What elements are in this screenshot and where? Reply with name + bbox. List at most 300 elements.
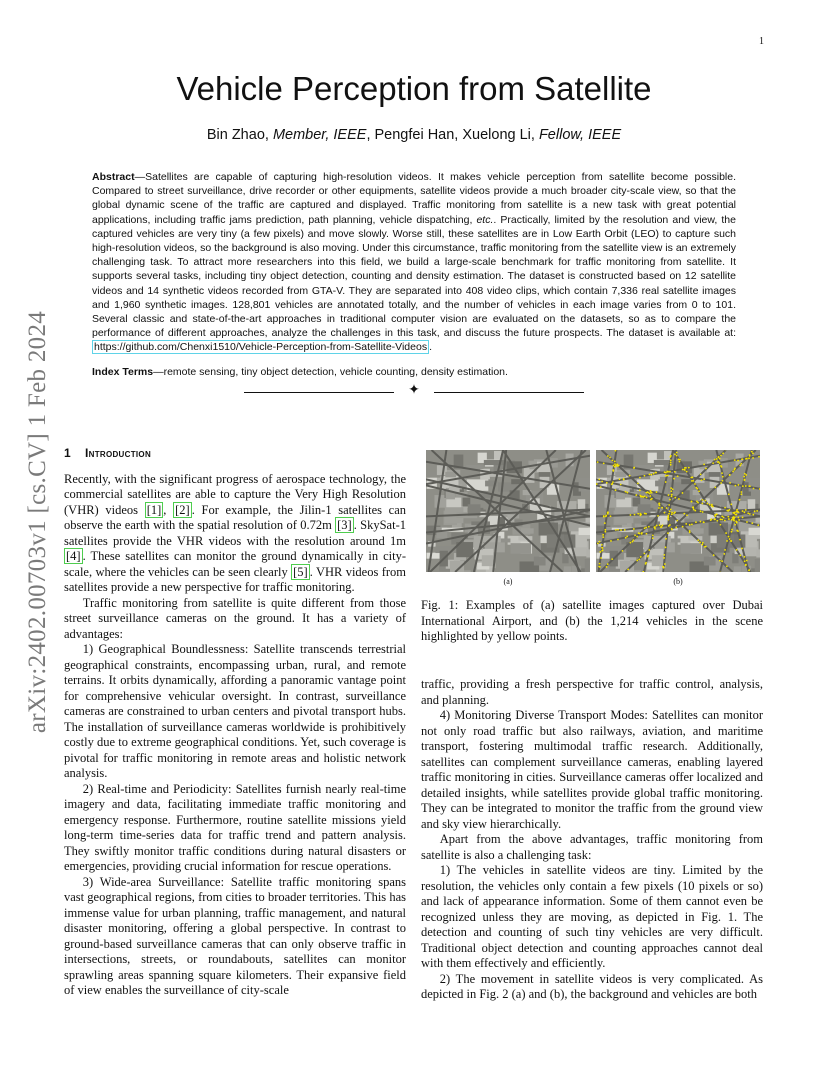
vehicle-point: [644, 553, 646, 555]
vehicle-point: [667, 515, 669, 517]
building-block: [562, 553, 568, 563]
vehicle-point: [742, 516, 744, 518]
vehicle-point: [665, 538, 667, 540]
vehicle-point: [723, 516, 725, 518]
vehicle-point: [614, 461, 616, 463]
vehicle-point: [714, 518, 716, 520]
vehicle-point: [724, 520, 726, 522]
vehicle-point: [736, 514, 738, 516]
building-block: [756, 549, 760, 557]
vehicle-point: [604, 531, 606, 533]
vehicle-point: [669, 499, 671, 501]
vehicle-point: [742, 485, 744, 487]
vehicle-point: [650, 499, 652, 501]
building-block: [586, 549, 590, 557]
vehicle-point: [716, 513, 718, 515]
building-block: [585, 559, 590, 572]
vehicle-point: [674, 497, 676, 499]
vehicle-point: [659, 524, 661, 526]
vehicle-point: [746, 560, 748, 562]
vehicle-point: [648, 474, 650, 476]
vehicle-point: [695, 487, 697, 489]
vehicle-point: [645, 563, 647, 565]
vehicle-point: [658, 507, 660, 509]
vehicle-point: [722, 452, 724, 454]
vehicle-point: [676, 452, 678, 454]
vehicle-point: [601, 547, 603, 549]
vehicle-point: [632, 541, 634, 543]
vehicle-point: [635, 494, 637, 496]
vehicle-point: [729, 482, 731, 484]
advantage-4-paragraph: 4) Monitoring Diverse Transport Modes: Satellites can monitor not only road traffic but also railways, aviation, and maritime transport, fostering multimodal traffic research. Additionally, satellites can complement surveillance cameras, enabling layered traffic monitoring in cities. Surveillance cameras offer localized and detailed insights, while satellites provide global traffic monitoring. They can be integrated to monitor the traffic from the ground view and sky view hierarchically.: [421, 708, 763, 831]
vehicle-point: [636, 536, 638, 538]
vehicle-point: [686, 471, 688, 473]
vehicle-point: [735, 485, 737, 487]
vehicle-point: [718, 456, 720, 458]
vehicle-point: [701, 503, 703, 505]
vehicle-point: [700, 473, 702, 475]
vehicle-point: [712, 462, 714, 464]
paper-title: Vehicle Perception from Satellite: [176, 70, 652, 107]
vehicle-point: [749, 513, 751, 515]
vehicle-point: [736, 509, 738, 511]
vehicle-point: [599, 566, 601, 568]
vehicle-point: [612, 481, 614, 483]
vehicle-point: [679, 459, 681, 461]
vehicle-point: [604, 529, 606, 531]
building-block: [734, 566, 741, 572]
vehicle-point: [725, 532, 727, 534]
vehicle-point: [639, 477, 641, 479]
vehicle-point: [702, 511, 704, 513]
vehicle-point: [721, 466, 723, 468]
vehicle-point: [720, 519, 722, 521]
vehicle-point: [639, 489, 641, 491]
vehicle-point: [666, 471, 668, 473]
vehicle-point: [599, 541, 601, 543]
vehicle-point: [741, 458, 743, 460]
vehicle-point: [617, 539, 619, 541]
section-divider: [244, 384, 584, 400]
vehicle-point: [719, 462, 721, 464]
vehicle-point: [667, 532, 669, 534]
vehicle-point: [640, 556, 642, 558]
abstract-etc: etc.: [476, 213, 494, 226]
vehicle-point: [636, 560, 638, 562]
vehicle-point: [665, 475, 667, 477]
citation-2[interactable]: [2]: [175, 502, 190, 517]
vehicle-point: [659, 505, 661, 507]
vehicle-point: [606, 482, 608, 484]
vehicle-point: [666, 507, 668, 509]
vehicle-point: [668, 513, 670, 515]
vehicle-point: [728, 493, 730, 495]
vehicle-point: [645, 527, 647, 529]
vehicle-point: [746, 521, 748, 523]
building-block: [704, 557, 716, 566]
vehicle-point: [744, 479, 746, 481]
building-block: [534, 557, 546, 566]
vehicle-point: [653, 473, 655, 475]
vehicle-point: [743, 511, 745, 513]
vehicle-point: [748, 457, 750, 459]
vehicle-point: [670, 462, 672, 464]
building-block: [615, 472, 626, 477]
vehicle-point: [629, 542, 631, 544]
vehicle-point: [703, 478, 705, 480]
vehicle-point: [737, 460, 739, 462]
vehicle-point: [625, 491, 627, 493]
vehicle-point: [669, 524, 671, 526]
vehicle-point: [661, 526, 663, 528]
vehicle-point: [634, 534, 636, 536]
building-block: [521, 528, 534, 533]
vehicle-point: [676, 455, 678, 457]
vehicle-point: [672, 488, 674, 490]
abstract-text-cont: . Practically, limited by the resolution and view, the captured vehicles are very tiny (a few pixels) and move slowly. Worse still, these satellites are in Low Earth Orbit (LEO) to capture such high-resolution videos, so the background is also moving. Under this circumstance, traffic monitoring from the satellite view is an extremely challenging task. To attract more researchers into this field, we build a large-scale benchmark for traffic monitoring from satellite. It supports several tasks, including tiny object detection, counting and density estimation. The dataset is constructed based on 12 satellite videos and 14 synthetic videos recorded from GTA-V. They are separated into 408 video clips, which contain 7,336 real satellite images and 1,960 synthetic images. 128,801 vehicles are annotated totally, and the number of vehicles in each image varies from 0 to 101. Several classic and state-of-the-art approaches in traditional computer vision are evaluated on the datasets, so as to compare the performance of different approaches, analyze the challenges in this task, and discuss the future prospects. The dataset is available at:: [92, 213, 736, 340]
vehicle-point: [702, 499, 704, 501]
vehicle-point: [623, 478, 625, 480]
vehicle-point: [745, 474, 747, 476]
vehicle-point: [619, 478, 621, 480]
vehicle-point: [758, 456, 760, 458]
vehicle-point: [665, 546, 667, 548]
vehicle-point: [745, 458, 747, 460]
vehicle-point: [610, 540, 612, 542]
vehicle-point: [730, 540, 732, 542]
vehicle-point: [670, 490, 672, 492]
vehicle-point: [632, 539, 634, 541]
building-block: [709, 472, 720, 477]
challenge-1-paragraph: 1) The vehicles in satellite videos are tiny. Limited by the resolution, the vehicles only contain a few pixels (10 pixels or so) and lack of appearance information. Some of them cannot even be recognized unless they are moving, as depicted in Fig. 1. The detection and counting of such tiny vehicles are very difficult. Traditional object detection and counting approaches cannot deal with them effectively and efficiently.: [421, 863, 763, 970]
vehicle-point: [607, 455, 609, 457]
vehicle-point: [599, 563, 601, 565]
vehicle-point: [735, 520, 737, 522]
vehicle-point: [602, 534, 604, 536]
vehicle-point: [607, 563, 609, 565]
vehicle-point: [652, 535, 654, 537]
vehicle-point: [742, 510, 744, 512]
vehicle-point: [684, 467, 686, 469]
vehicle-point: [756, 510, 758, 512]
dataset-link[interactable]: https://github.com/Chenxi1510/Vehicle-Perception-from-Satellite-Videos: [94, 341, 428, 354]
vehicle-point: [630, 514, 632, 516]
index-terms-text: —remote sensing, tiny object detection, vehicle counting, density estimation.: [153, 366, 508, 378]
vehicle-point: [674, 511, 676, 513]
vehicle-point: [728, 509, 730, 511]
vehicle-point: [646, 533, 648, 535]
vehicle-point: [658, 503, 660, 505]
building-block: [756, 518, 760, 523]
vehicle-point: [701, 479, 703, 481]
vehicle-point: [749, 454, 751, 456]
vehicle-point: [699, 541, 701, 543]
vehicle-point: [757, 524, 759, 526]
vehicle-point: [729, 538, 731, 540]
vehicle-point: [668, 519, 670, 521]
abstract: [92, 170, 736, 355]
vehicle-point: [671, 494, 673, 496]
abstract-end: .: [429, 341, 432, 354]
building-block: [500, 538, 511, 542]
vehicle-point: [716, 520, 718, 522]
vehicle-point: [629, 475, 631, 477]
intro-paragraph-1: Recently, with the significant progress of aerospace technology, the commercial satellites are able to capture the Very High Resolution (VHR) videos [1] , [2] . For example, the Jilin-1 satellites can observe the earth with the spatial resolution of 0.72m [3] . SkySat-1 satellites provide the VHR videos with the resolution around 1m [4] . These satellites can monitor the ground dynamically in city-scale, where the vehicles can be seen clearly [5] . VHR videos from satellites provide a new perspective for traffic monitoring.: [64, 471, 407, 594]
vehicle-point: [671, 513, 673, 515]
vehicle-point: [754, 510, 756, 512]
vehicle-point: [691, 501, 693, 503]
vehicle-point: [671, 512, 673, 514]
vehicle-point: [739, 539, 741, 541]
vehicle-point: [670, 464, 672, 466]
abstract-label: Abstract: [92, 171, 135, 183]
vehicle-point: [609, 457, 611, 459]
vehicle-point: [682, 526, 684, 528]
vehicle-point: [721, 472, 723, 474]
vehicle-point: [649, 495, 651, 497]
vehicle-point: [738, 519, 740, 521]
vehicle-point: [724, 549, 726, 551]
vehicle-point: [748, 485, 750, 487]
vehicle-point: [734, 516, 736, 518]
vehicle-point: [712, 506, 714, 508]
figure-1-caption: Fig. 1: Examples of (a) satellite images captured over Dubai International Airport, and (b) the 1,214 vehicles in the scene highlighted by yellow points.: [421, 598, 763, 643]
vehicle-point: [714, 486, 716, 488]
vehicle-point: [716, 458, 718, 460]
vehicle-point: [663, 567, 665, 569]
author-1-role: Member, IEEE: [272, 127, 367, 143]
vehicle-point: [600, 557, 602, 559]
vehicle-point: [719, 560, 721, 562]
vehicle-point: [721, 560, 723, 562]
vehicle-point: [603, 463, 605, 465]
vehicle-point: [751, 522, 753, 524]
building-block: [445, 472, 456, 477]
vehicle-point: [670, 508, 672, 510]
vehicle-point: [717, 461, 719, 463]
vehicle-point: [618, 464, 620, 466]
vehicle-point: [689, 524, 691, 526]
vehicle-point: [612, 470, 614, 472]
vehicle-point: [646, 497, 648, 499]
vehicle-point: [673, 478, 675, 480]
vehicle-point: [692, 506, 694, 508]
author-line: [0, 127, 828, 143]
vehicle-point: [700, 521, 702, 523]
vehicle-point: [607, 513, 609, 515]
vehicle-point: [744, 473, 746, 475]
building-block: [652, 555, 664, 566]
vehicle-point: [637, 513, 639, 515]
vehicle-point: [614, 463, 616, 465]
vehicle-point: [644, 527, 646, 529]
vehicle-point: [641, 533, 643, 535]
vehicle-point: [647, 556, 649, 558]
vehicle-point: [647, 492, 649, 494]
vehicle-point: [669, 471, 671, 473]
citation-5[interactable]: [5]: [293, 564, 308, 579]
left-column: [64, 446, 406, 999]
vehicle-point: [664, 512, 666, 514]
vehicle-point: [728, 536, 730, 538]
vehicle-point: [730, 503, 732, 505]
vehicle-point: [743, 476, 745, 478]
vehicle-point: [720, 524, 722, 526]
vehicle-point: [649, 493, 651, 495]
vehicle-point: [723, 553, 725, 555]
vehicle-point: [747, 512, 749, 514]
vehicle-point: [675, 527, 677, 529]
vehicle-point: [732, 517, 734, 519]
advantage-1-paragraph: 1) Geographical Boundlessness: Satellite transcends terrestrial geographical constraints, encompassing urban, rural, and remote terrains. It orbits dynamically, affording a panoramic vantage point for comprehensive vehicular oversight. In contrast, surveillance cameras are constrained to urban centers and pivotal transport hubs. The installation of surveillance cameras worldwide is prohibitively costly due to extreme geographical conditions. Yet, such coverage is pivotal for traffic monitoring in remote areas and holistic network analysis.: [64, 642, 406, 780]
vehicle-point: [668, 494, 670, 496]
vehicle-point: [611, 459, 613, 461]
building-block: [654, 460, 675, 465]
vehicle-point: [648, 549, 650, 551]
building-block: [681, 543, 701, 554]
vehicle-point: [701, 544, 703, 546]
vehicle-point: [602, 536, 604, 538]
citation-4[interactable]: [4]: [66, 549, 81, 563]
building-block: [579, 528, 590, 535]
vehicle-point: [752, 514, 754, 516]
vehicle-point: [698, 490, 700, 492]
building-block: [749, 528, 760, 535]
vehicle-point: [663, 557, 665, 559]
vehicle-point: [745, 485, 747, 487]
vehicle-point: [740, 463, 742, 465]
vehicle-point: [617, 529, 619, 531]
vehicle-point: [705, 468, 707, 470]
author-1: Bin Zhao,: [206, 127, 269, 143]
vehicle-point: [748, 569, 750, 571]
vehicle-point: [710, 519, 712, 521]
vehicle-point: [671, 495, 673, 497]
vehicle-point: [734, 524, 736, 526]
vehicle-point: [731, 519, 733, 521]
vehicle-point: [732, 471, 734, 473]
subfigure-label-a: (a): [503, 577, 513, 586]
vehicle-point: [704, 500, 706, 502]
vehicle-point: [692, 476, 694, 478]
vehicle-point: [604, 522, 606, 524]
vehicle-point: [692, 480, 694, 482]
right-paragraph-1: traffic, providing a fresh perspective for traffic control, analysis, and planning.: [421, 677, 763, 707]
building-block: [539, 472, 550, 477]
vehicle-point: [720, 455, 722, 457]
vehicle-point: [605, 514, 607, 516]
vehicle-point: [691, 524, 693, 526]
vehicle-point: [637, 482, 639, 484]
author-3-role: Fellow, IEEE: [538, 127, 622, 143]
vehicle-point: [654, 526, 656, 528]
vehicle-point: [684, 469, 686, 471]
vehicle-point: [597, 461, 599, 463]
vehicle-point: [722, 480, 724, 482]
vehicle-point: [719, 458, 721, 460]
building-block: [732, 553, 738, 563]
vehicle-point: [739, 465, 741, 467]
vehicle-point: [694, 483, 696, 485]
vehicle-point: [737, 530, 739, 532]
vehicle-point: [721, 519, 723, 521]
vehicle-point: [695, 521, 697, 523]
vehicle-point: [752, 452, 754, 454]
vehicle-point: [685, 523, 687, 525]
vehicle-point: [731, 531, 733, 533]
vehicle-point: [622, 550, 624, 552]
vehicle-point: [644, 475, 646, 477]
vehicle-point: [645, 492, 647, 494]
satellite-image-b-highlighted: [596, 450, 760, 572]
arxiv-identifier-text: arXiv:2402.00703v1 [cs.CV] 1 Feb 2024: [24, 310, 51, 734]
vehicle-point: [728, 518, 730, 520]
vehicle-point: [714, 459, 716, 461]
vehicle-point: [753, 488, 755, 490]
vehicle-point: [598, 478, 600, 480]
vehicle-point: [752, 457, 754, 459]
vehicle-point: [615, 465, 617, 467]
vehicle-point: [697, 539, 699, 541]
intro-paragraph-2: Traffic monitoring from satellite is quite different from those street surveillance cameras on the ground. It has a variety of advantages:: [64, 595, 406, 641]
satellite-image-a: [426, 450, 590, 572]
right-column: [421, 677, 763, 1003]
challenge-2-paragraph: 2) The movement in satellite videos is very complicated. As depicted in Fig. 2 (a) and (b), the background and vehicles are both: [421, 971, 763, 1001]
vehicle-point: [688, 467, 690, 469]
vehicle-point: [665, 481, 667, 483]
vehicle-point: [655, 472, 657, 474]
vehicle-point: [648, 526, 650, 528]
vehicle-point: [663, 554, 665, 556]
vehicle-point: [683, 513, 685, 515]
vehicle-point: [645, 513, 647, 515]
vehicle-point: [739, 554, 741, 556]
vehicle-point: [736, 549, 738, 551]
abstract-text: —Satellites are capable of capturing high-resolution videos. It makes vehicle perception from satellite become possible. Compared to street surveillance, drive recorder or other equipments, satellite videos provide a much broader city-scale view, so that the global dynamic scene of the traffic are captured and displayed. Traffic monitoring from satellite is a new task with great potential applications, including traffic jams prediction, path planning, vehicle dispatching,: [92, 171, 736, 226]
vehicle-point: [741, 548, 743, 550]
vehicle-point: [734, 512, 736, 514]
vehicle-point: [599, 551, 601, 553]
advantage-2-paragraph: 2) Real-time and Periodicity: Satellites furnish nearly real-time imagery and data, facilitating immediate traffic monitoring and emergency response. Furthermore, routine satellite missions yield long-term time-series data for traffic trend and pattern analysis. They swiftly monitor traffic conditions during natural disasters or emergencies, providing crucial information for rescue operations.: [64, 781, 406, 873]
citation-1[interactable]: [1]: [146, 502, 162, 517]
vehicle-point: [751, 451, 753, 453]
vehicle-point: [670, 487, 672, 489]
vehicle-point: [697, 502, 699, 504]
vehicle-point: [616, 464, 618, 466]
vehicle-point: [726, 565, 728, 567]
vehicle-point: [640, 496, 642, 498]
vehicle-point: [734, 459, 736, 461]
vehicle-point: [669, 510, 671, 512]
subfigure-label-b: (b): [673, 577, 683, 586]
vehicle-point: [724, 507, 726, 509]
vehicle-point: [656, 491, 658, 493]
vehicle-point: [642, 496, 644, 498]
vehicle-point: [739, 499, 741, 501]
vehicle-point: [650, 491, 652, 493]
vehicle-point: [610, 515, 612, 517]
vehicle-point: [656, 525, 658, 527]
citation-3[interactable]: [3]: [337, 518, 352, 532]
vehicle-point: [638, 532, 640, 534]
page-number: 1: [759, 36, 764, 47]
vehicle-point: [615, 529, 617, 531]
vehicle-point: [744, 560, 746, 562]
challenges-intro-paragraph: Apart from the above advantages, traffic monitoring from satellite is also a challenging task:: [421, 832, 763, 862]
index-terms-label: Index Terms: [92, 366, 154, 378]
vehicle-point: [620, 529, 622, 531]
vehicle-point: [740, 491, 742, 493]
